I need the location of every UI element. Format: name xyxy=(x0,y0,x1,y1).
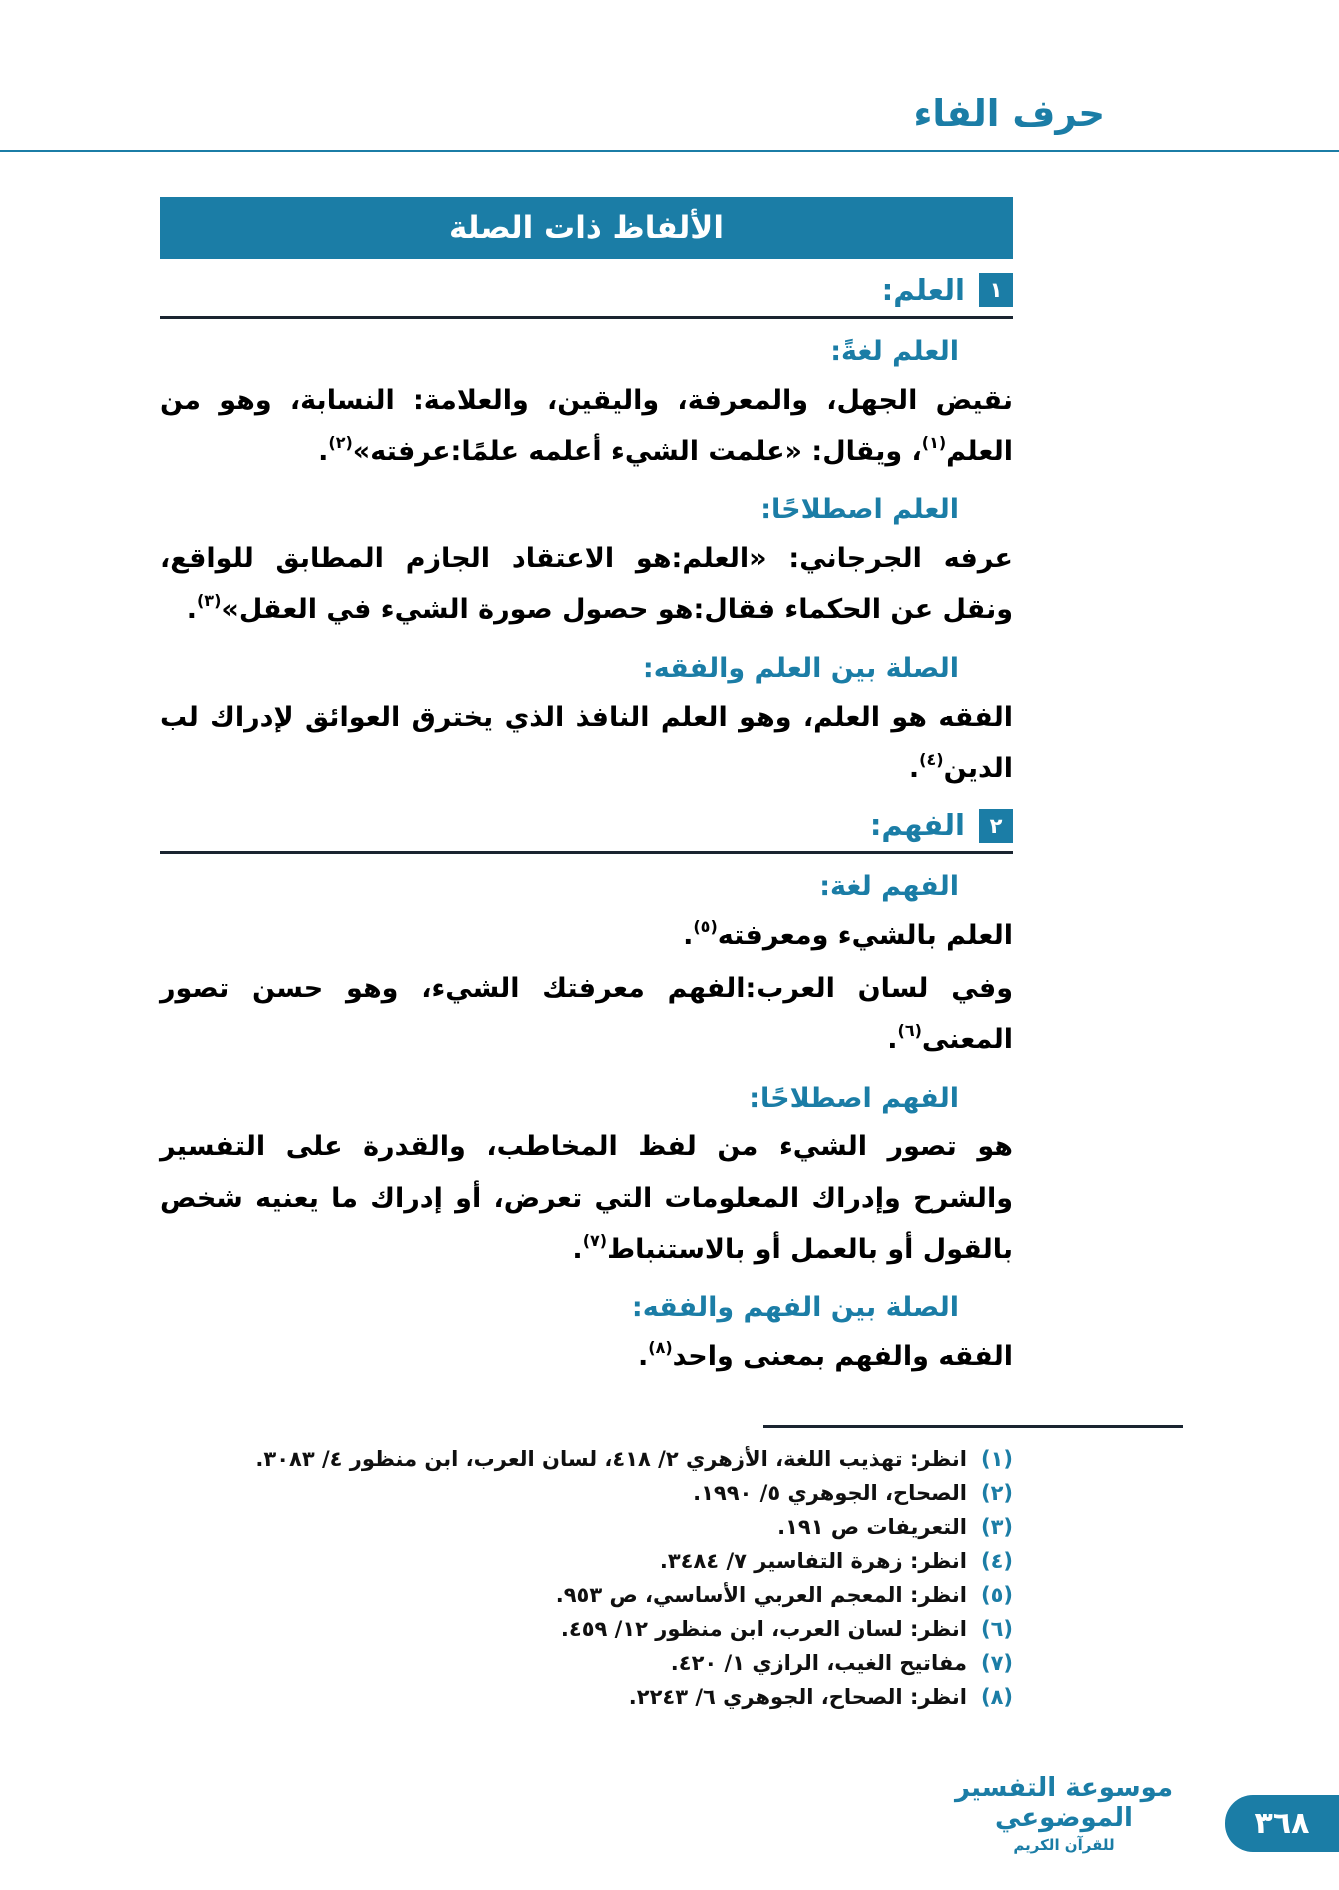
footnote-marker: (٣) xyxy=(980,1514,1013,1539)
paragraph: الفقه هو العلم، وهو العلم النافذ الذي يخترق العوائق لإدراك لب الدين$^{(٤)}$. xyxy=(160,701,1013,784)
footnote-item xyxy=(160,1612,1013,1646)
section-divider xyxy=(160,851,1013,854)
footnote-ref: (٥) xyxy=(693,916,718,936)
publisher-logo xyxy=(939,1774,1189,1854)
paragraph: نقيض الجهل، والمعرفة، واليقين، والعلامة: النسابة، وهو من العلم$^{(١)}$، ويقال: «علمت الشيء أعلمه علمًا:عرفته»$^{(٢)}$. xyxy=(160,384,1013,467)
section-title: الفهم: xyxy=(869,808,965,843)
footnote-text: التعريفات ص ١٩١. xyxy=(777,1514,967,1539)
footnote-ref: (٧) xyxy=(582,1231,608,1251)
banner-title: الألفاظ ذات الصلة xyxy=(448,210,725,246)
term-section xyxy=(160,273,1013,794)
footnote-marker: (٢) xyxy=(980,1480,1013,1505)
footnote-marker: (٥) xyxy=(980,1582,1013,1607)
footnote-marker: (١) xyxy=(980,1446,1013,1471)
footnote-item xyxy=(160,1680,1013,1714)
footnote-item xyxy=(160,1510,1013,1544)
footnote-text: انظر: الصحاح، الجوهري ٦/ ٢٢٤٣. xyxy=(628,1684,967,1709)
section-header xyxy=(160,808,1013,843)
header-divider xyxy=(0,150,1339,152)
footnote-marker: (٦) xyxy=(980,1616,1013,1641)
section-header xyxy=(160,273,1013,308)
chapter-title: حرف الفاء xyxy=(913,92,1105,135)
related-terms-banner xyxy=(160,197,1013,259)
footnote-text: انظر: لسان العرب، ابن منظور ١٢/ ٤٥٩. xyxy=(560,1616,967,1641)
section-number-badge: ٢ xyxy=(979,809,1013,843)
footnote-item xyxy=(160,1476,1013,1510)
footnote-marker: (٤) xyxy=(980,1548,1013,1573)
paragraph: الفقه والفهم بمعنى واحد$^{(٨)}$. xyxy=(637,1338,1013,1373)
footnote-text: انظر: زهرة التفاسير ٧/ ٣٤٨٤. xyxy=(659,1548,967,1573)
subheading: الفهم اصطلاحًا: xyxy=(749,1082,959,1114)
subheading: الصلة بين العلم والفقه: xyxy=(642,652,959,684)
footnote-marker: (٨) xyxy=(980,1684,1013,1709)
footnote-item xyxy=(160,1544,1013,1578)
subheading: العلم لغةً: xyxy=(830,335,959,367)
footnote-divider xyxy=(763,1425,1183,1428)
section-number-badge: ١ xyxy=(979,273,1013,307)
term-section xyxy=(160,808,1013,1382)
footnotes-list xyxy=(160,1442,1013,1714)
footnote-item xyxy=(160,1578,1013,1612)
footnote-item xyxy=(160,1442,1013,1476)
footnote-text: مفاتيح الغيب، الرازي ١/ ٤٢٠. xyxy=(670,1650,967,1675)
paragraph: العلم بالشيء ومعرفته$^{(٥)}$. xyxy=(683,916,1013,951)
page-footer xyxy=(0,1773,1339,1854)
paragraph: هو تصور الشيء من لفظ المخاطب، والقدرة على التفسير والشرح وإدراك المعلومات التي تعرض، أو إدراك ما يعنيه شخص بالقول أو بالعمل أو بالاستنباط$^{(٧)}$. xyxy=(160,1131,1013,1266)
footnote-ref: (٣) xyxy=(196,591,222,611)
logo-subtitle: للقرآن الكريم xyxy=(1013,1836,1115,1854)
sections-container xyxy=(160,273,1013,1383)
footnote-text: انظر: المعجم العربي الأساسي، ص ٩٥٣. xyxy=(555,1582,967,1607)
paragraph: عرفه الجرجاني: «العلم:هو الاعتقاد الجازم المطابق للواقع، ونقل عن الحكماء فقال:هو حصول صورة الشيء في العقل»$^{(٣)}$. xyxy=(160,543,1013,626)
footnote-ref: (٤) xyxy=(919,749,944,769)
footnote-ref: (٢) xyxy=(328,432,353,452)
footnotes-area xyxy=(160,1425,1013,1714)
subheading: الفهم لغة: xyxy=(819,870,959,902)
section-title: العلم: xyxy=(881,273,965,307)
footnote-text: الصحاح، الجوهري ٥/ ١٩٩٠. xyxy=(693,1480,967,1505)
footnote-item xyxy=(160,1646,1013,1680)
page-number-badge xyxy=(1225,1795,1339,1852)
section-divider xyxy=(160,316,1013,319)
page-number: ٣٦٨ xyxy=(1254,1806,1310,1841)
paragraph: وفي لسان العرب:الفهم معرفتك الشيء، وهو حسن تصور المعنى$^{(٦)}$. xyxy=(160,973,1013,1056)
logo-title: موسوعة التفسير الموضوعي xyxy=(954,1773,1174,1834)
subheading: العلم اصطلاحًا: xyxy=(760,494,959,526)
content-area xyxy=(160,197,1013,1714)
footnote-ref: (٦) xyxy=(897,1021,922,1041)
footnote-ref: (٨) xyxy=(648,1338,673,1358)
footnote-ref: (١) xyxy=(921,432,947,452)
footnote-marker: (٧) xyxy=(980,1650,1013,1675)
subheading: الصلة بين الفهم والفقه: xyxy=(631,1292,959,1324)
footnote-text: انظر: تهذيب اللغة، الأزهري ٢/ ٤١٨، لسان العرب، ابن منظور ٤/ ٣٠٨٣. xyxy=(255,1446,967,1471)
